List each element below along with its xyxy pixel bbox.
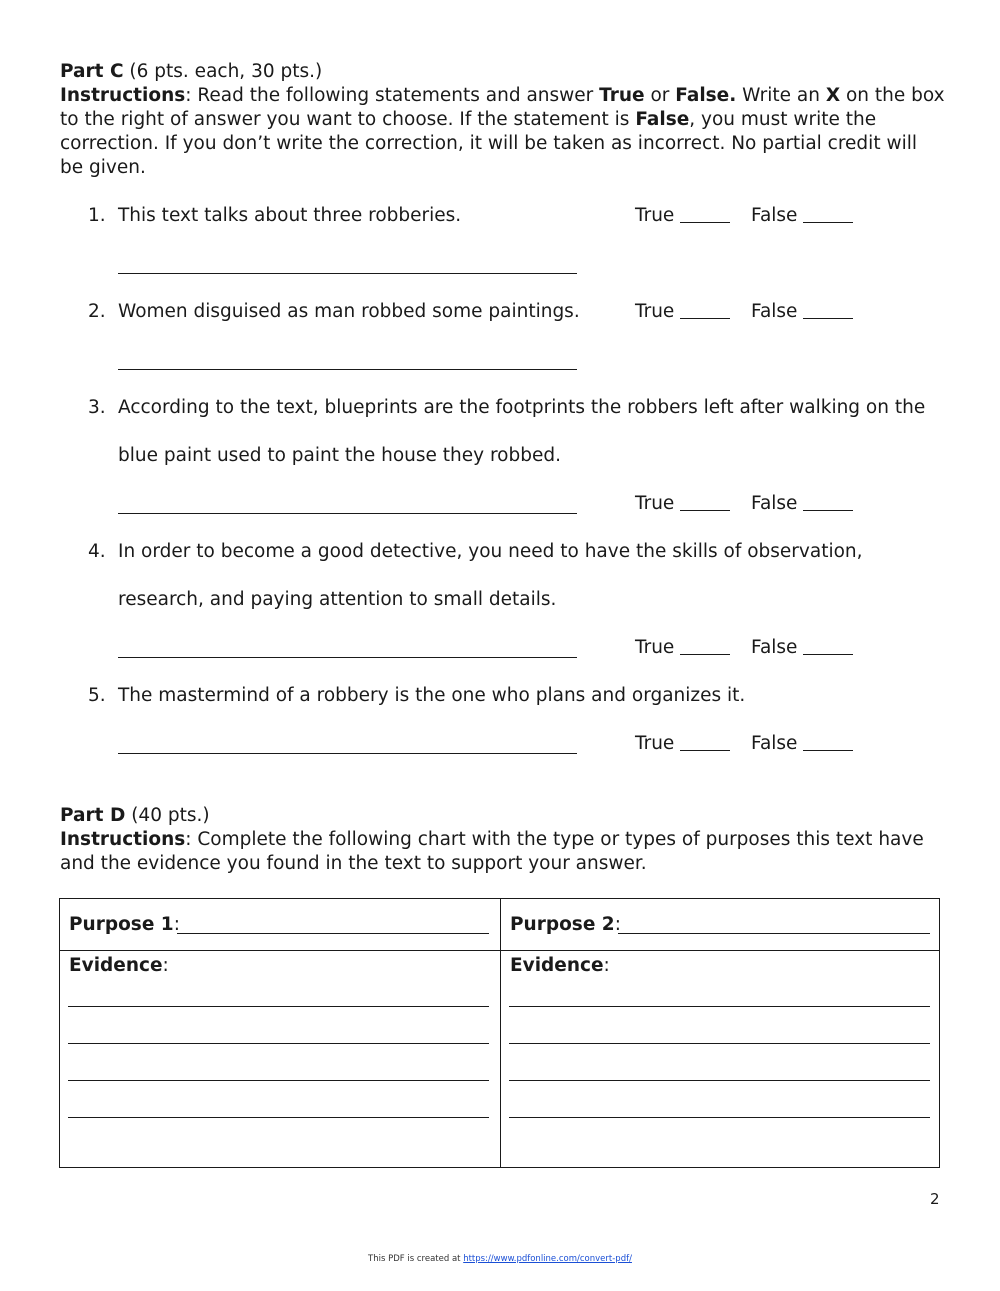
purpose-1-answer-line[interactable] (177, 933, 489, 934)
evidence-1-cell (60, 951, 501, 1168)
question-number: 3. (88, 397, 106, 418)
false-choice[interactable]: False (751, 492, 853, 516)
true-choice[interactable]: True (635, 204, 730, 228)
purpose-2-label: Purpose 2: (510, 914, 621, 935)
pdf-footer (0, 1254, 1000, 1264)
purpose-evidence-chart (59, 898, 940, 1168)
purpose-1-cell (60, 899, 501, 951)
footer-link[interactable]: https://www.pdfonline.com/convert-pdf/ (463, 1254, 632, 1264)
part-d-heading: Part D (40 pts.) (60, 805, 210, 826)
true-choice[interactable]: True (635, 636, 730, 660)
question-text: According to the text, blueprints are the footprints the robbers left after walking on the (118, 397, 926, 418)
purpose-2-cell (501, 899, 940, 951)
question-text: The mastermind of a robbery is the one who plans and organizes it. (118, 685, 746, 706)
correction-line[interactable] (118, 513, 577, 514)
evidence-2-label: Evidence: (510, 955, 610, 976)
evidence-2-line[interactable] (509, 1080, 930, 1081)
correction-line[interactable] (118, 657, 577, 658)
purpose-1-label: Purpose 1: (69, 914, 180, 935)
true-choice[interactable]: True (635, 300, 730, 324)
page-number: 2 (930, 1190, 940, 1208)
evidence-2-line[interactable] (509, 1006, 930, 1007)
question-text: In order to become a good detective, you need to have the skills of observation, (118, 541, 863, 562)
question-text-continued: research, and paying attention to small details. (118, 589, 557, 610)
true-choice[interactable]: True (635, 732, 730, 756)
true-choice[interactable]: True (635, 492, 730, 516)
question-text: Women disguised as man robbed some paintings. (118, 301, 580, 322)
part-c-instructions: Instructions: Read the following statements and answer True or False. Write an X on the box to the right of answer you want to choose. If the statement is False, you must write the correction. If you don’t write the correction, it will be taken as incorrect. No partial credit will be given. (60, 85, 945, 178)
question-text: This text talks about three robberies. (118, 205, 462, 226)
question-number: 1. (88, 205, 106, 226)
evidence-1-label: Evidence: (69, 955, 169, 976)
question-number: 5. (88, 685, 106, 706)
footer-text: This PDF is created at (368, 1254, 464, 1264)
evidence-1-line[interactable] (68, 1043, 489, 1044)
correction-line[interactable] (118, 753, 577, 754)
correction-line[interactable] (118, 369, 577, 370)
correction-line[interactable] (118, 273, 577, 274)
question-text-continued: blue paint used to paint the house they robbed. (118, 445, 561, 466)
false-choice[interactable]: False (751, 300, 853, 324)
evidence-1-line[interactable] (68, 1080, 489, 1081)
question-number: 4. (88, 541, 106, 562)
question-number: 2. (88, 301, 106, 322)
evidence-1-line[interactable] (68, 1117, 489, 1118)
false-choice[interactable]: False (751, 732, 853, 756)
evidence-1-line[interactable] (68, 1006, 489, 1007)
part-d-instructions: Instructions: Complete the following chart with the type or types of purposes this text have and the evidence you found in the text to support your answer. (60, 829, 924, 874)
part-c-heading: Part C (6 pts. each, 30 pts.) (60, 61, 323, 82)
evidence-2-line[interactable] (509, 1117, 930, 1118)
false-choice[interactable]: False (751, 204, 853, 228)
purpose-2-answer-line[interactable] (618, 933, 930, 934)
evidence-2-line[interactable] (509, 1043, 930, 1044)
evidence-2-cell (501, 951, 940, 1168)
false-choice[interactable]: False (751, 636, 853, 660)
